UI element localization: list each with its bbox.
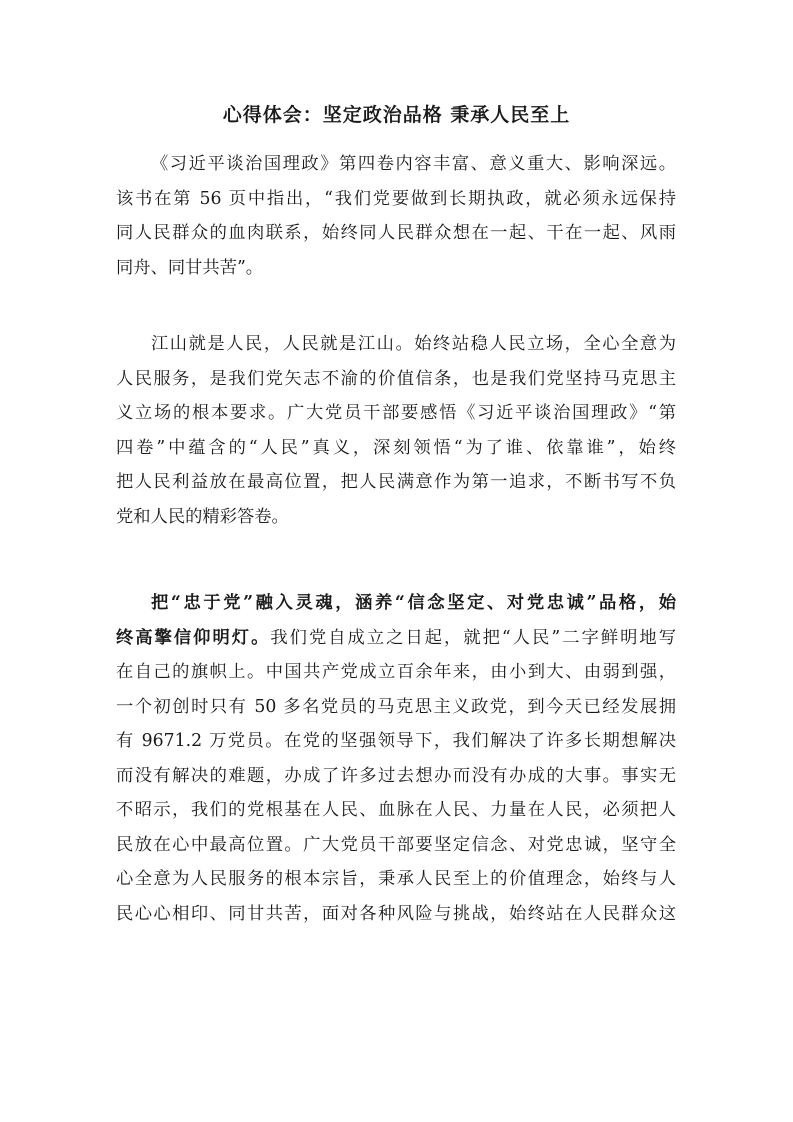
paragraph-heading-line: 把“忠于党”融入灵魂，涵养“信念坚定、对党忠诚”品格，始 [151, 593, 676, 613]
paragraph-line: 一个初创时只有 50 多名党员的马克思主义政党，到今天已经发展拥 [116, 696, 676, 717]
paragraph-line: 人民服务，是我们党矢志不渝的价值信条，也是我们党坚持马克思主 [116, 368, 676, 389]
paragraph-text: 我们党自成立之日起，就把“人民”二字鲜明地写 [270, 627, 676, 648]
paragraph-line: 同舟、同甘共苦”。 [116, 257, 264, 278]
paragraph-line: 有 9671.2 万党员。在党的坚强领导下，我们解决了许多长期想解决 [116, 731, 676, 751]
paragraph-line: 不昭示，我们的党根基在人民、血脉在人民、力量在人民，必须把人 [116, 800, 676, 820]
paragraph-line: 四卷”中蕴含的“人民”真义，深刻领悟“为了谁、依靠谁”，始终 [116, 437, 676, 458]
paragraph-line: 江山就是人民，人民就是江山。始终站稳人民立场，全心全意为 [151, 334, 676, 354]
paragraph-line: 党和人民的精彩答卷。 [116, 506, 289, 527]
paragraph-line: 《习近平谈治国理政》第四卷内容丰富、意义重大、影响深远。 [151, 154, 676, 174]
paragraph-people [116, 327, 676, 534]
paragraph-line: 把人民利益放在最高位置，把人民满意作为第一追求，不断书写不负 [116, 472, 676, 492]
paragraph-line: 而没有解决的难题，办成了许多过去想办而没有办成的大事。事实无 [116, 765, 676, 786]
paragraph-line: 心全意为人民服务的根本宗旨，秉承人民至上的价值理念，始终与人 [116, 869, 676, 889]
paragraph-line: 义立场的根本要求。广大党员干部要感悟《习近平谈治国理政》“第 [116, 403, 676, 423]
paragraph-line: 民放在心中最高位置。广大党员干部要坚定信念、对党忠诚，坚守全 [116, 834, 676, 855]
paragraph-intro [116, 147, 676, 285]
paragraph-mixed-line [116, 621, 676, 656]
paragraph-line: 民心心相印、同甘共苦，面对各种风险与挑战，始终站在人民群众这 [116, 903, 676, 924]
paragraph-line: 在自己的旗帜上。中国共产党成立百余年来，由小到大、由弱到强， [116, 662, 676, 682]
paragraph-heading-text: 终高擎信仰明灯。 [116, 627, 271, 648]
paragraph-line: 该书在第 56 页中指出，“我们党要做到长期执政，就必须永远保持 [116, 188, 676, 209]
paragraph-line: 同人民群众的血肉联系，始终同人民群众想在一起、干在一起、风雨 [116, 223, 676, 243]
document-title: 心得体会：坚定政治品格 秉承人民至上 [222, 104, 571, 126]
paragraph-loyalty [116, 586, 676, 931]
